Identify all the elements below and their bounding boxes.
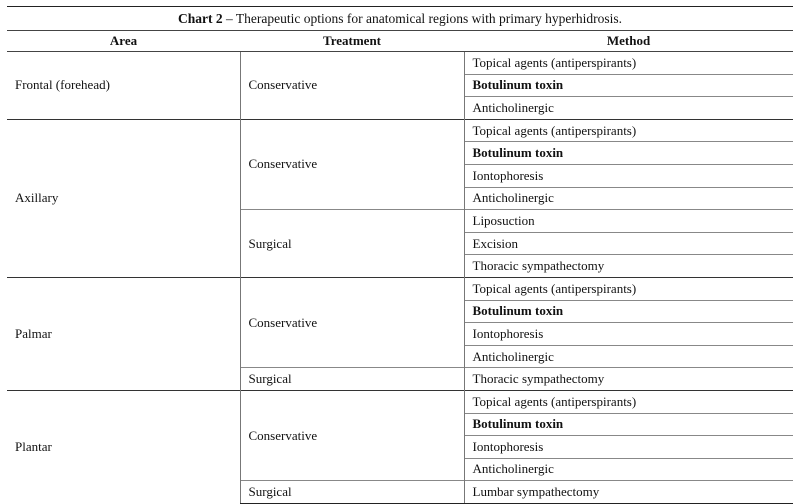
- method-cell: Thoracic sympathectomy: [464, 255, 793, 278]
- chart-container: [7, 6, 793, 504]
- method-cell: Botulinum toxin: [464, 74, 793, 97]
- method-cell: Topical agents (antiperspirants): [464, 52, 793, 75]
- method-cell: Botulinum toxin: [464, 142, 793, 165]
- method-cell: Liposuction: [464, 210, 793, 233]
- header-method: Method: [464, 31, 793, 52]
- area-cell: Frontal (forehead): [15, 77, 110, 93]
- treatment-cell: Conservative: [240, 277, 464, 367]
- method-cell: Topical agents (antiperspirants): [464, 277, 793, 300]
- table-row: [7, 277, 793, 300]
- method-cell: Anticholinergic: [464, 458, 793, 481]
- area-cell: Palmar: [7, 277, 240, 390]
- method-cell: Iontophoresis: [464, 436, 793, 459]
- area-cell: Axillary: [7, 119, 240, 277]
- treatment-cell: Conservative: [240, 52, 464, 120]
- treatment-cell: Surgical: [240, 481, 464, 504]
- method-cell: Lumbar sympathectomy: [464, 481, 793, 504]
- method-cell: Excision: [464, 232, 793, 255]
- therapeutic-options-table: [7, 6, 793, 504]
- method-cell: Iontophoresis: [464, 164, 793, 187]
- table-row: [7, 52, 793, 75]
- table-row: [7, 390, 793, 413]
- method-cell: Anticholinergic: [464, 97, 793, 120]
- chart-caption-text: – Therapeutic options for anatomical regions with primary hyperhidrosis.: [222, 10, 623, 26]
- header-area: Area: [7, 31, 240, 52]
- table-body: [7, 52, 793, 504]
- area-cell: Plantar: [7, 390, 240, 503]
- table-row: [7, 119, 793, 142]
- method-cell: Topical agents (antiperspirants): [464, 390, 793, 413]
- method-cell: Anticholinergic: [464, 345, 793, 368]
- treatment-cell: Surgical: [240, 210, 464, 278]
- method-cell: Topical agents (antiperspirants): [464, 119, 793, 142]
- method-cell: Anticholinergic: [464, 187, 793, 210]
- treatment-cell: Conservative: [240, 390, 464, 480]
- treatment-cell: Conservative: [240, 119, 464, 209]
- header-row: [7, 31, 793, 52]
- method-cell: Botulinum toxin: [464, 413, 793, 436]
- header-treatment: Treatment: [240, 31, 464, 52]
- method-cell: Botulinum toxin: [464, 300, 793, 323]
- method-cell: Thoracic sympathectomy: [464, 368, 793, 391]
- chart-caption-label: Chart 2: [178, 10, 223, 26]
- chart-caption: [7, 7, 793, 31]
- treatment-cell: Surgical: [240, 368, 464, 391]
- method-cell: Iontophoresis: [464, 323, 793, 346]
